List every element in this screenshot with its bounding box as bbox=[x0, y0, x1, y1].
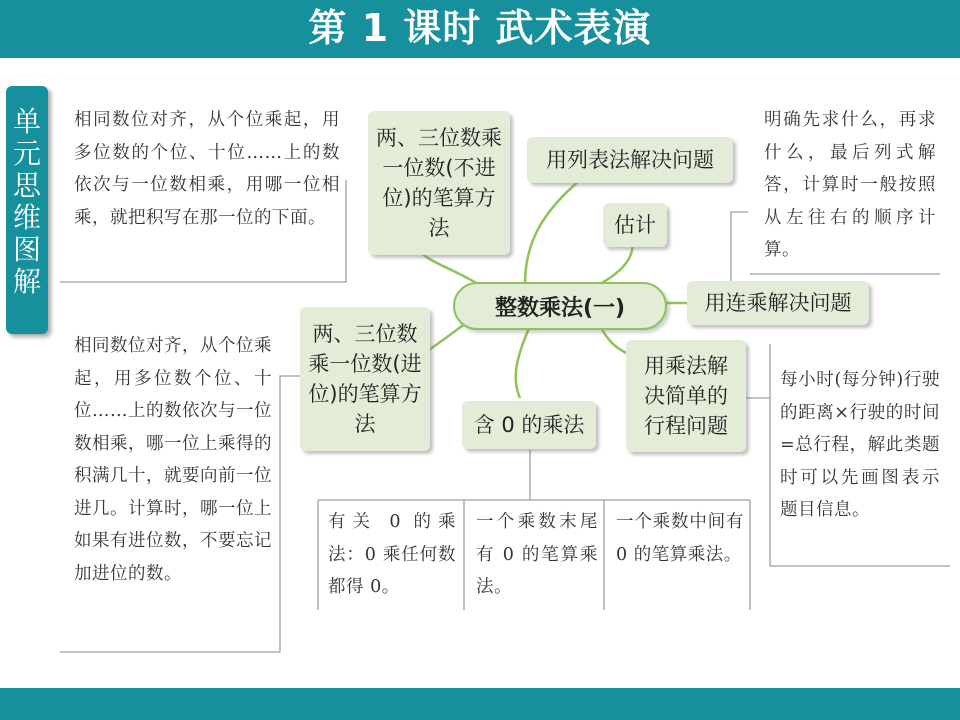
bottom-bar bbox=[0, 688, 960, 720]
branch-table-method-label: 用列表法解决问题 bbox=[546, 148, 714, 172]
branch-zero-label: 含 0 的乘法 bbox=[473, 413, 585, 437]
connector-no-carry bbox=[420, 252, 478, 284]
branch-zero bbox=[462, 401, 596, 449]
connector-zero bbox=[516, 326, 530, 398]
note-zero-2: 一个乘数末尾有 0 的笔算乘法。 bbox=[476, 512, 598, 597]
connector-table bbox=[525, 180, 580, 284]
branch-estimate bbox=[603, 203, 667, 247]
branch-table-method bbox=[527, 137, 733, 183]
note-zero-3: 一个乘数中间有 0 的笔算乘法。 bbox=[616, 512, 744, 565]
branch-carry bbox=[300, 307, 430, 451]
branch-consecutive-label: 用连乘解决问题 bbox=[704, 291, 852, 315]
branch-carry-label: 两、三位数乘一位数(进位)的笔算方法 bbox=[308, 322, 422, 436]
branch-consecutive bbox=[687, 281, 869, 325]
note-zero-1: 有关 0 的乘法：0 乘任何数都得 0。 bbox=[328, 512, 456, 597]
note-order: 明确先求什么，再求什么，最后列式解答，计算时一般按照从左往右的顺序计算。 bbox=[764, 110, 936, 260]
branch-travel bbox=[626, 340, 746, 452]
page-title: 第 1 课时 武术表演 bbox=[308, 6, 652, 50]
branch-travel-label: 用乘法解决简单的行程问题 bbox=[644, 354, 728, 438]
central-topic bbox=[453, 282, 667, 330]
branch-no-carry-label: 两、三位数乘一位数(不进位)的笔算方法 bbox=[376, 126, 502, 240]
side-tab-label: 单元思维图解 bbox=[12, 105, 41, 298]
note-travel: 每小时(每分钟)行驶的距离×行驶的时间=总行程，解此类题时可以先画图表示题目信息。 bbox=[780, 370, 940, 520]
branch-estimate-label: 估计 bbox=[614, 213, 656, 237]
note-no-carry: 相同数位对齐，从个位乘起，用多位数的个位、十位……上的数依次与一位数相乘，用哪一位相乘，就把积写在那一位的下面。 bbox=[74, 110, 340, 228]
note-carry: 相同数位对齐，从个位乘起，用多位数个位、十位……上的数依次与一位数相乘，哪一位上乘得的积满几十，就要向前一位进几。计算时，哪一位上如果有进位数，不要忘记加进位的数。 bbox=[74, 336, 272, 584]
branch-no-carry bbox=[368, 111, 510, 255]
central-topic-label: 整数乘法(一) bbox=[494, 295, 626, 321]
